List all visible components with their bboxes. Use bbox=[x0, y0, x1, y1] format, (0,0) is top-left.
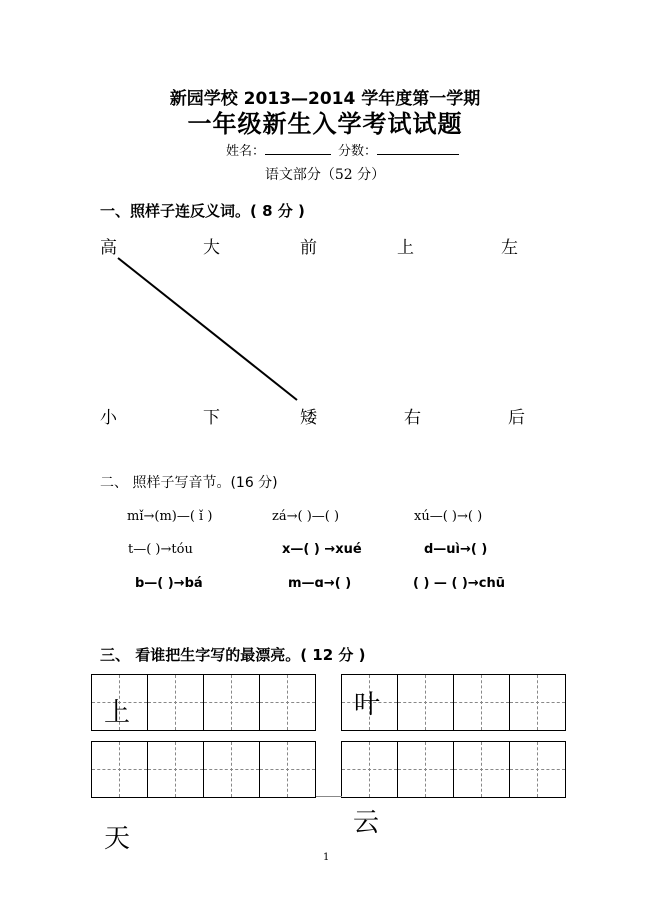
grid-cell[interactable] bbox=[148, 675, 204, 730]
score-label: 分数： bbox=[338, 144, 378, 159]
grid-cell[interactable] bbox=[148, 742, 204, 797]
q1-top-char: 上 bbox=[397, 238, 414, 258]
pinyin-item[interactable]: d—uì→( ) bbox=[424, 542, 488, 557]
section-subtitle: 语文部分（52 分） bbox=[264, 167, 386, 183]
q1-heading: 一、照样子连反义词。( 8 分 ) bbox=[100, 202, 305, 220]
q2-heading: 二、 照样子写音节。(16 分) bbox=[100, 475, 278, 491]
q1-top-char: 高 bbox=[100, 238, 117, 258]
q1-top-char: 大 bbox=[203, 238, 220, 258]
pinyin-item[interactable]: t—( )→tóu bbox=[128, 542, 193, 557]
pinyin-item[interactable]: mǐ→(m)—( ǐ ) bbox=[127, 509, 213, 524]
grid-cell[interactable] bbox=[260, 742, 315, 797]
name-label: 姓名： bbox=[226, 144, 266, 159]
grid-cell[interactable] bbox=[342, 742, 398, 797]
grid-cell[interactable] bbox=[510, 675, 565, 730]
q1-bottom-char: 小 bbox=[100, 408, 117, 428]
writing-grid[interactable] bbox=[91, 741, 316, 798]
q1-bottom-char: 后 bbox=[508, 408, 525, 428]
grid-cell[interactable] bbox=[510, 742, 565, 797]
q1-top-char: 左 bbox=[501, 238, 518, 258]
exam-title: 一年级新生入学考试试题 bbox=[187, 110, 463, 138]
grid-cell[interactable] bbox=[92, 742, 148, 797]
pinyin-item[interactable]: x—( ) →xué bbox=[282, 542, 362, 557]
pinyin-item[interactable]: ( ) — ( )→chū bbox=[413, 576, 505, 591]
pinyin-item[interactable]: zá→( )—( ) bbox=[272, 509, 340, 524]
grid-cell[interactable] bbox=[204, 742, 260, 797]
grid-cell[interactable] bbox=[454, 742, 510, 797]
pinyin-item[interactable]: b—( )→bá bbox=[135, 576, 203, 591]
model-char: 叶 bbox=[354, 690, 381, 720]
grid-cell[interactable] bbox=[398, 742, 454, 797]
pinyin-item[interactable]: m—ɑ→( ) bbox=[288, 576, 352, 591]
grid-connector bbox=[316, 796, 342, 797]
q3-heading: 三、 看谁把生字写的最漂亮。( 12 分 ) bbox=[100, 646, 366, 664]
q1-bottom-char: 矮 bbox=[300, 408, 317, 428]
grid-cell[interactable] bbox=[454, 675, 510, 730]
model-char: 云 bbox=[353, 808, 380, 838]
grid-cell[interactable] bbox=[260, 675, 315, 730]
page-number: 1 bbox=[323, 852, 330, 863]
model-char: 天 bbox=[104, 824, 131, 854]
writing-grid[interactable] bbox=[341, 741, 566, 798]
pinyin-item[interactable]: xú—( )→( ) bbox=[414, 509, 483, 524]
q1-bottom-char: 右 bbox=[404, 408, 421, 428]
school-term-line: 新园学校 2013—2014 学年度第一学期 bbox=[169, 89, 481, 109]
q1-top-char: 前 bbox=[300, 238, 317, 258]
q1-bottom-char: 下 bbox=[203, 408, 220, 428]
grid-cell[interactable] bbox=[204, 675, 260, 730]
grid-cell[interactable] bbox=[398, 675, 454, 730]
model-char: 上 bbox=[104, 698, 131, 728]
